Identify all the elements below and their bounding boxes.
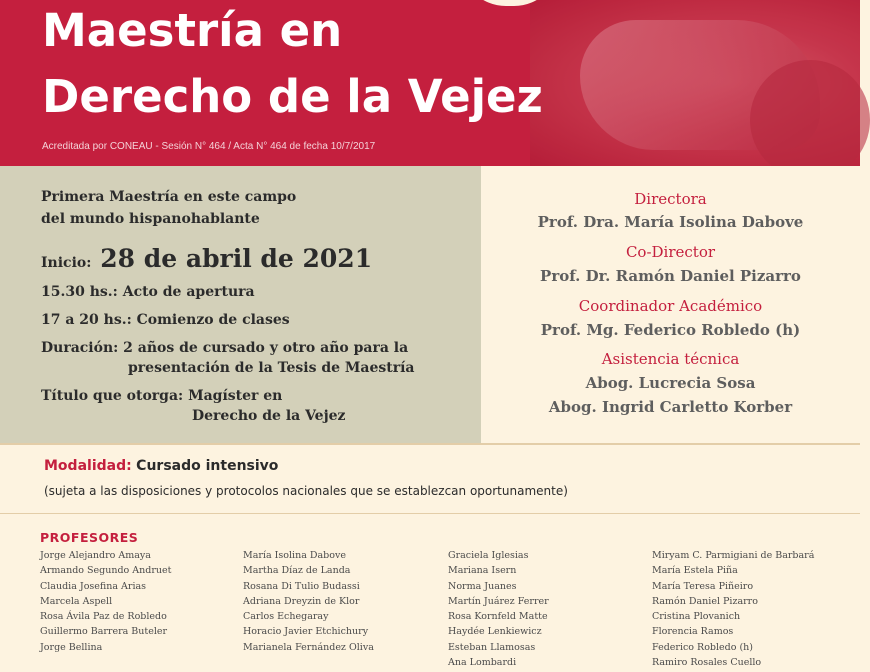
staff-role-director: Directora	[634, 190, 707, 208]
modality-label: Modalidad:	[44, 458, 132, 474]
professor-name: María Estela Piña	[652, 565, 738, 577]
staff-name-assistance-1: Abog. Lucrecia Sosa	[585, 374, 756, 392]
professor-name: Adriana Dreyzin de Klor	[243, 595, 360, 607]
professors-column-1	[40, 550, 171, 657]
program-info-panel	[0, 166, 481, 443]
duration-text-2: presentación de la Tesis de Maestría	[128, 360, 415, 376]
modality-row	[44, 458, 278, 474]
duration-row	[41, 340, 408, 356]
staff-name-coordinator: Prof. Mg. Federico Robledo (h)	[540, 321, 801, 339]
professors-column-4	[652, 550, 814, 672]
section-divider-2	[0, 513, 860, 514]
professor-name: Rosana Di Tulio Budassi	[243, 580, 360, 592]
degree-row	[41, 388, 282, 404]
staff-panel	[481, 166, 860, 443]
start-date: 28 de abril de 2021	[100, 244, 373, 273]
intro-line-1: Primera Maestría en este campo	[41, 189, 297, 205]
professors-column-3	[448, 550, 549, 672]
professor-name: Carlos Echegaray	[243, 611, 329, 623]
professor-name: Cristina Plovanich	[652, 611, 741, 623]
professor-name: Claudia Josefina Arias	[40, 580, 147, 592]
professor-name: Florencia Ramos	[652, 626, 734, 638]
professor-name: Esteban Llamosas	[448, 641, 536, 653]
staff-role-codirector: Co-Director	[625, 243, 716, 261]
professor-name: Ramiro Rosales Cuello	[652, 657, 762, 669]
staff-name-director: Prof. Dra. María Isolina Dabove	[537, 213, 804, 231]
professor-name: Jorge Bellina	[40, 641, 103, 653]
professor-name: Guillermo Barrera Buteler	[40, 626, 168, 638]
professor-name: Federico Robledo (h)	[652, 641, 754, 653]
accreditation-text: Acreditada por CONEAU - Sesión N° 464 / Acta N° 464 de fecha 10/7/2017	[42, 141, 376, 152]
start-label: Inicio:	[41, 255, 92, 271]
professor-name: Armando Segundo Andruet	[40, 565, 172, 577]
title-line-1: Maestría en	[42, 4, 343, 57]
professor-name: Marcela Aspell	[40, 595, 113, 607]
staff-role-coordinator: Coordinador Académico	[578, 297, 763, 315]
professor-name: Martín Juárez Ferrer	[448, 595, 549, 607]
classes-time: 17 a 20 hs.:	[41, 312, 132, 328]
professor-name: Haydée Lenkiewicz	[448, 626, 542, 638]
section-divider	[0, 443, 860, 445]
staff-name-codirector: Prof. Dr. Ramón Daniel Pizarro	[540, 267, 801, 285]
degree-label: Título que otorga:	[41, 388, 184, 404]
intro-line-2: del mundo hispanohablante	[41, 211, 260, 227]
professors-title: PROFESORES	[40, 530, 139, 545]
staff-role-assistance: Asistencia técnica	[601, 350, 740, 368]
sleeve-image	[750, 60, 870, 180]
professor-name: Miryam C. Parmigiani de Barbará	[652, 550, 815, 561]
opening-text: Acto de apertura	[122, 284, 255, 300]
professor-name: María Isolina Dabove	[243, 550, 346, 561]
opening-time: 15.30 hs.:	[41, 284, 118, 300]
professor-name: Norma Juanes	[448, 580, 517, 592]
title-line-2: Derecho de la Vejez	[42, 70, 543, 123]
professor-name: Graciela Iglesias	[448, 550, 529, 561]
opening-row	[41, 284, 255, 300]
modality-note: (sujeta a las disposiciones y protocolos nacionales que se establezcan oportunamente)	[44, 484, 568, 498]
professor-name: Ramón Daniel Pizarro	[652, 595, 758, 607]
classes-row	[41, 312, 290, 328]
start-date-row	[41, 244, 372, 273]
classes-text: Comienzo de clases	[136, 312, 290, 328]
professor-name: María Teresa Piñeiro	[652, 580, 754, 592]
modality-value: Cursado intensivo	[136, 458, 279, 474]
degree-text-2: Derecho de la Vejez	[192, 408, 346, 424]
header-photo	[530, 0, 860, 166]
duration-text-1: 2 años de cursado y otro año para la	[123, 340, 409, 356]
duration-label: Duración:	[41, 340, 119, 356]
professor-name: Rosa Ávila Paz de Robledo	[40, 611, 167, 623]
professor-name: Jorge Alejandro Amaya	[40, 550, 151, 561]
professor-name: Rosa Kornfeld Matte	[448, 611, 548, 623]
professor-name: Martha Díaz de Landa	[243, 565, 351, 577]
header-banner	[0, 0, 860, 166]
professor-name: Marianela Fernández Oliva	[243, 641, 374, 653]
degree-text-1: Magíster en	[188, 388, 283, 404]
professor-name: Horacio Javier Etchichury	[243, 626, 369, 638]
professors-column-2	[243, 550, 374, 657]
staff-name-assistance-2: Abog. Ingrid Carletto Korber	[548, 398, 793, 416]
professor-name: Ana Lombardi	[448, 657, 517, 669]
professor-name: Mariana Isern	[448, 565, 517, 577]
